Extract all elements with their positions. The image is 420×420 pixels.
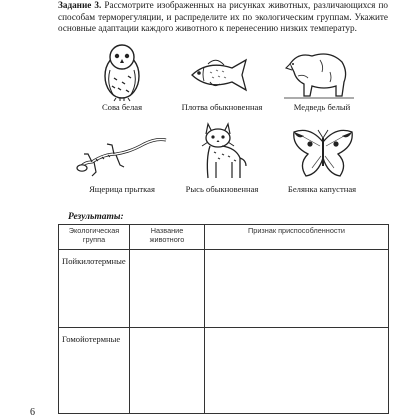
animal-caption: Сова белая bbox=[101, 102, 143, 112]
animal-card-butterfly bbox=[272, 122, 372, 202]
table-row bbox=[59, 250, 389, 328]
page-number: 6 bbox=[30, 407, 35, 418]
animal-caption: Медведь белый bbox=[293, 102, 351, 112]
answer-cell[interactable] bbox=[205, 328, 389, 414]
row-label-poikilotherms: Пойкилотермные bbox=[59, 250, 130, 328]
results-heading: Результаты: bbox=[68, 212, 124, 222]
owl-icon bbox=[92, 40, 152, 102]
header-adaptation: Признак приспособленности bbox=[205, 225, 389, 250]
animal-caption: Ящерица прыткая bbox=[89, 184, 155, 194]
animal-caption: Белянка капустная bbox=[287, 184, 357, 194]
lynx-icon bbox=[192, 122, 252, 182]
task-text bbox=[58, 0, 388, 35]
animal-card-owl bbox=[72, 40, 172, 120]
answer-cell[interactable] bbox=[130, 250, 205, 328]
polar-bear-icon bbox=[284, 42, 354, 100]
table-row bbox=[59, 328, 389, 414]
answer-cell[interactable] bbox=[205, 250, 389, 328]
fish-icon bbox=[186, 50, 256, 100]
animal-card-lynx bbox=[172, 122, 272, 202]
task-body: Рассмотрите изображенных на рисунках животных, различающихся по способам терморегуляции, и распределите их по экологическим группам. Укажите основные адаптации каждого животного к перенесению низких температур. bbox=[58, 0, 388, 34]
animal-illustrations bbox=[72, 40, 372, 210]
row-label-homoiotherms: Гомойотермные bbox=[59, 328, 130, 414]
task-label: Задание 3. bbox=[58, 0, 102, 10]
header-eco-group: Экологическая группа bbox=[59, 225, 130, 250]
table-header-row bbox=[59, 225, 389, 250]
answer-cell[interactable] bbox=[130, 328, 205, 414]
header-animal-name: Название животного bbox=[130, 225, 205, 250]
butterfly-icon bbox=[290, 124, 356, 182]
animal-caption: Рысь обыкновенная bbox=[185, 184, 259, 194]
animal-card-bear bbox=[272, 40, 372, 120]
results-table bbox=[58, 224, 389, 414]
animal-card-lizard bbox=[72, 122, 172, 202]
animal-card-fish bbox=[172, 40, 272, 120]
animal-caption: Плотва обыкновенная bbox=[181, 102, 263, 112]
lizard-icon bbox=[74, 124, 170, 182]
